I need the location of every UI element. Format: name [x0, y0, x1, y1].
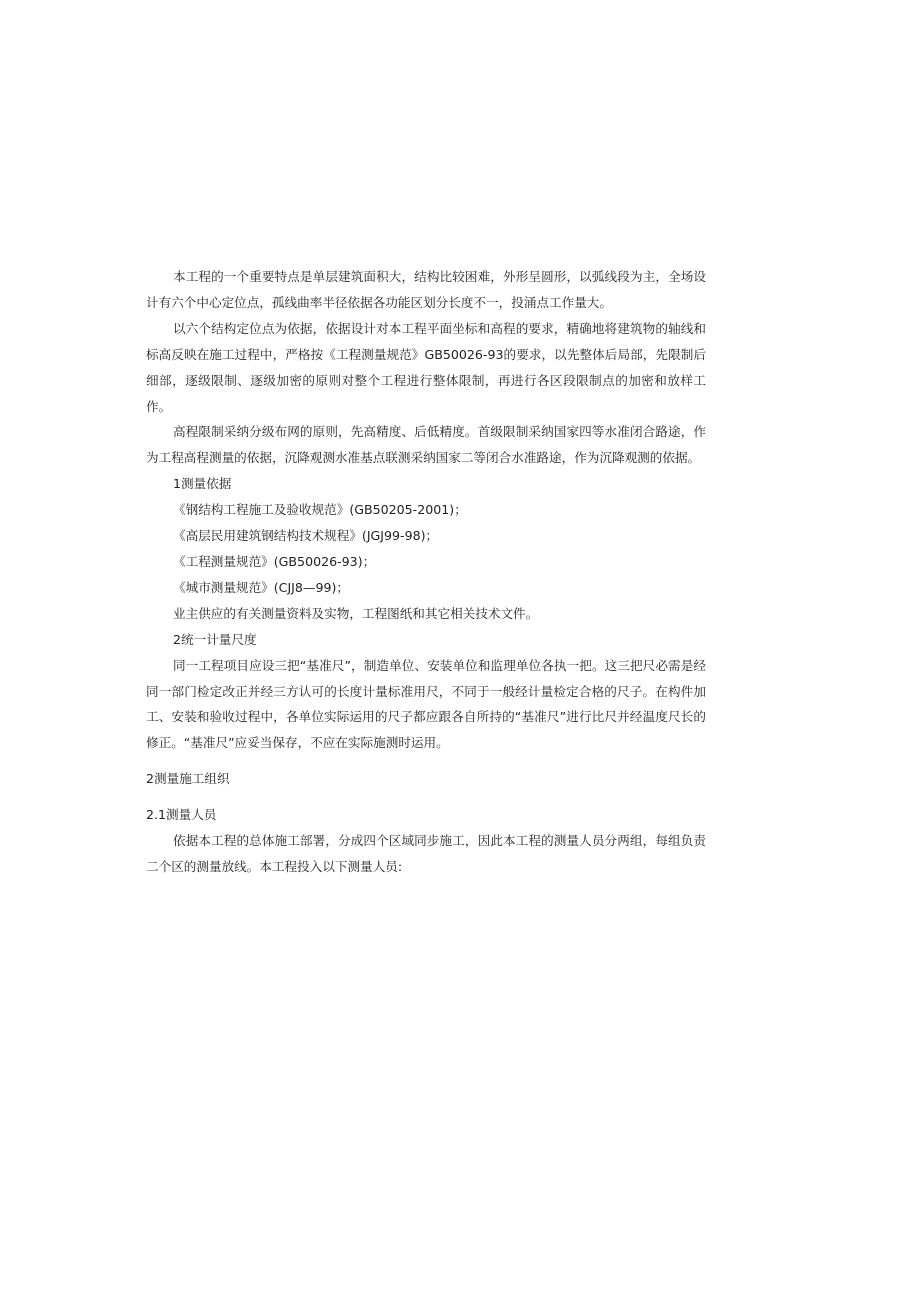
section-title-unified-scale: 2统一计量尺度	[173, 631, 257, 647]
section-title-survey-basis: 1测量依据	[173, 476, 232, 492]
reference-item-2: 《高层民用建筑钢结构技术规程》(JGJ99-98)；	[173, 528, 439, 544]
chapter-title-survey-organization: 2测量施工组织	[146, 771, 230, 787]
paragraph-reference-ruler: 同一工程项目应设三把“基准尺”，制造单位、安装单位和监理单位各执一把。这三把尺必需是经同一部门检定改正并经三方认可的长度计量标准用尺，不同于一般经计量检定合格的尺子。在构件加工、安装和验收过程中，各单位实际运用的尺子都应跟各自所持的“基准尺”进行比尺并经温度尺长的修正。“基准尺”应妥当保存，不应在实际施测时运用。	[146, 657, 706, 751]
spacer	[146, 792, 706, 802]
paragraph-elevation-control: 高程限制采纳分级布网的原则，先高精度、后低精度。首级限制采纳国家四等水准闭合路途，作为工程高程测量的依据，沉降观测水准基点联测采纳国家二等闭合水准路途，作为沉降观测的依据。	[146, 424, 706, 466]
section-title-survey-personnel: 2.1测量人员	[146, 807, 217, 823]
spacer	[146, 756, 706, 766]
reference-item-1: 《钢结构工程施工及验收规范》(GB50205-2001)；	[173, 502, 467, 518]
reference-item-5: 业主供应的有关测量资料及实物，工程图纸和其它相关技术文件。	[173, 605, 539, 621]
paragraph-personnel-arrangement: 依据本工程的总体施工部署，分成四个区域同步施工，因此本工程的测量人员分两组，每组负责二个区的测量放线。本工程投入以下测量人员:	[146, 833, 706, 874]
document-page	[146, 264, 706, 880]
paragraph-project-features: 本工程的一个重要特点是单层建筑面积大，结构比较困难，外形呈圆形，以弧线段为主，全场设计有六个中心定位点，孤线曲率半径依据各功能区划分长度不一，投涌点工作量大。	[146, 269, 706, 310]
paragraph-positioning-basis: 以六个结构定位点为依据，依据设计对本工程平面坐标和高程的要求，精确地将建筑物的轴线和标高反映在施工过程中，严格按《工程测量规范》GB50026-93的要求，以先整体后局部，先限制后细部，逐级限制、逐级加密的原则对整个工程进行整体限制，再进行各区段限制点的加密和放样工作。	[146, 320, 706, 414]
reference-item-4: 《城市测量规范》(CJJ8—99)；	[173, 579, 350, 595]
reference-item-3: 《工程测量规范》(GB50026-93)；	[173, 553, 376, 569]
